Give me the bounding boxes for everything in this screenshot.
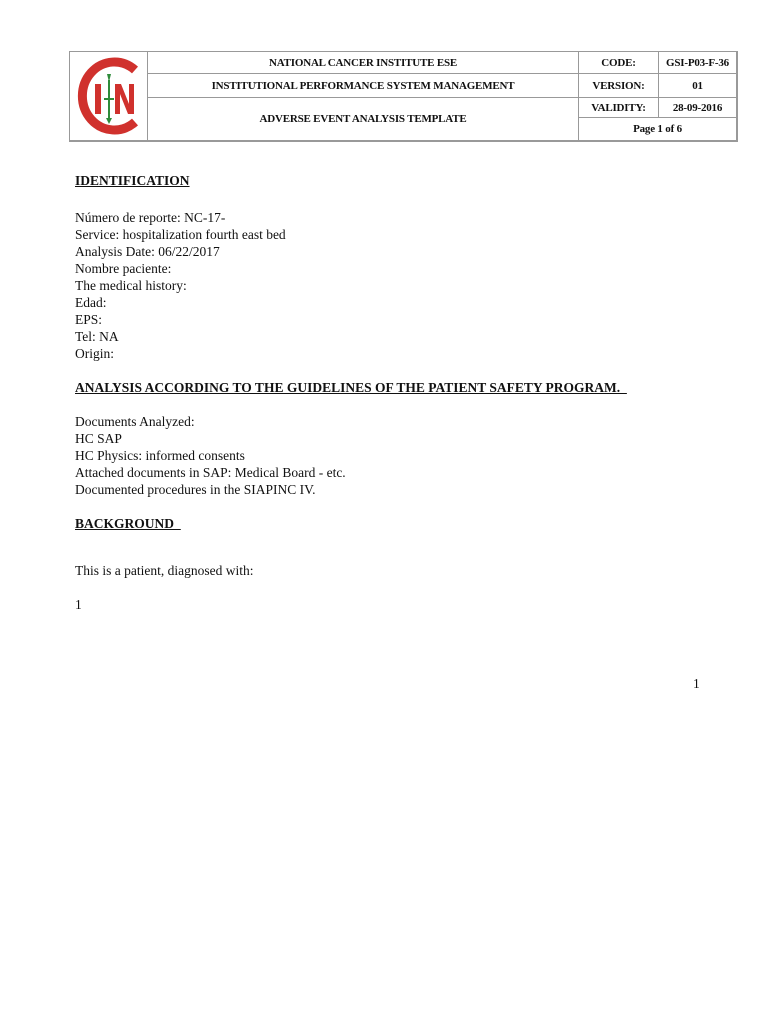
validity-value: 28-09-2016 — [659, 98, 737, 118]
analysis-heading: ANALYSIS ACCORDING TO THE GUIDELINES OF THE PATIENT SAFETY PROGRAM. — [75, 380, 627, 395]
page-number: 1 — [693, 676, 700, 691]
system-name: INSTITUTIONAL PERFORMANCE SYSTEM MANAGEMENT — [148, 74, 579, 98]
patient-name-line: Nombre paciente: — [75, 261, 172, 276]
background-heading: BACKGROUND — [75, 516, 181, 531]
background-list-item: 1 — [75, 597, 82, 612]
institute-logo — [70, 52, 148, 141]
template-title: ADVERSE EVENT ANALYSIS TEMPLATE — [148, 98, 579, 141]
analysis-section — [75, 413, 715, 498]
background-text: This is a patient, diagnosed with: — [75, 563, 254, 578]
code-label: CODE: — [579, 52, 659, 74]
analysis-date-line: Analysis Date: 06/22/2017 — [75, 244, 220, 259]
medical-history-line: The medical history: — [75, 278, 187, 293]
version-label: VERSION: — [579, 74, 659, 98]
validity-label: VALIDITY: — [579, 98, 659, 118]
hc-sap-line: HC SAP — [75, 431, 122, 446]
service-line: Service: hospitalization fourth east bed — [75, 227, 286, 242]
age-line: Edad: — [75, 295, 107, 310]
hc-physics-line: HC Physics: informed consents — [75, 448, 245, 463]
institution-name: NATIONAL CANCER INSTITUTE ESE — [148, 52, 579, 74]
identification-heading: IDENTIFICATION — [75, 173, 190, 188]
documented-procedures-line: Documented procedures in the SIAPINC IV. — [75, 482, 316, 497]
code-value: GSI-P03-F-36 — [659, 52, 737, 74]
documents-analyzed-line: Documents Analyzed: — [75, 414, 195, 429]
report-number-line: Número de reporte: NC-17- — [75, 210, 226, 225]
attached-documents-line: Attached documents in SAP: Medical Board - etc. — [75, 465, 346, 480]
page-indicator: Page 1 of 6 — [579, 118, 737, 141]
cin-logo-icon — [73, 54, 145, 138]
document-body — [75, 172, 715, 613]
identification-section — [75, 209, 715, 362]
origin-line: Origin: — [75, 346, 114, 361]
version-value: 01 — [659, 74, 737, 98]
phone-line: Tel: NA — [75, 329, 119, 344]
eps-line: EPS: — [75, 312, 103, 327]
document-header-table — [69, 51, 738, 142]
